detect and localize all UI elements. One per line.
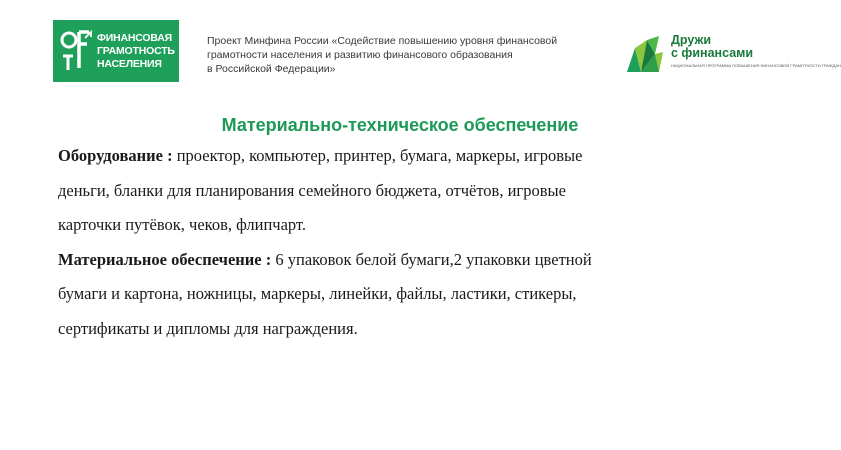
materials-line-3: сертификаты и дипломы для награждения. xyxy=(58,318,358,338)
materials-line-1 xyxy=(58,245,758,280)
logo-left-line-1: ФИНАНСОВАЯ xyxy=(97,31,172,44)
financial-literacy-logo xyxy=(53,20,179,82)
equipment-line-3: карточки путёвок, чеков, флипчарт. xyxy=(58,215,307,234)
materials-line-2: бумаги и картона, ножницы, маркеры, линейки, файлы, ластики, стикеры, xyxy=(58,284,577,303)
logo-right-line-2: с финансами xyxy=(671,46,754,60)
slide-body xyxy=(58,141,758,348)
materials-label: Материальное обеспечение : xyxy=(58,249,272,269)
druzhi-s-finansami-logo xyxy=(625,33,841,82)
project-line-3: в Российской Федерации» xyxy=(207,63,336,75)
slide-title: Материально-техническое обеспечение xyxy=(221,115,579,135)
equipment-text-1: проектор, компьютер, принтер, бумага, маркеры, игровые xyxy=(172,146,583,165)
equipment-line-2: деньги, бланки для планирования семейного бюджета, отчётов, игровые xyxy=(58,180,566,200)
equipment-label: Оборудование : xyxy=(58,146,173,165)
logo-right-line-1: Дружи xyxy=(671,33,712,47)
financial-literacy-logo-text xyxy=(97,32,175,71)
druzhi-logo-mark-icon xyxy=(625,34,665,74)
druzhi-logo-text xyxy=(671,34,841,68)
materials-text-1: 6 упаковок белой бумаги,2 упаковки цветной xyxy=(271,249,592,269)
equipment-line-1 xyxy=(58,141,758,176)
logo-left-line-2: ГРАМОТНОСТЬ xyxy=(97,44,175,57)
project-line-1: Проект Минфина России «Содействие повышению уровня финансовой xyxy=(207,35,558,47)
project-description xyxy=(207,34,607,76)
project-line-2: грамотности населения и развитию финансового образования xyxy=(207,49,513,61)
logo-left-line-3: НАСЕЛЕНИЯ xyxy=(97,57,162,70)
logo-right-tagline: НАЦИОНАЛЬНАЯ ПРОГРАММА ПОВЫШЕНИЯ ФИНАНСОВОЙ ГРАМОТНОСТИ ГРАЖДАН xyxy=(671,63,841,68)
financial-literacy-emblem-icon xyxy=(59,28,93,74)
